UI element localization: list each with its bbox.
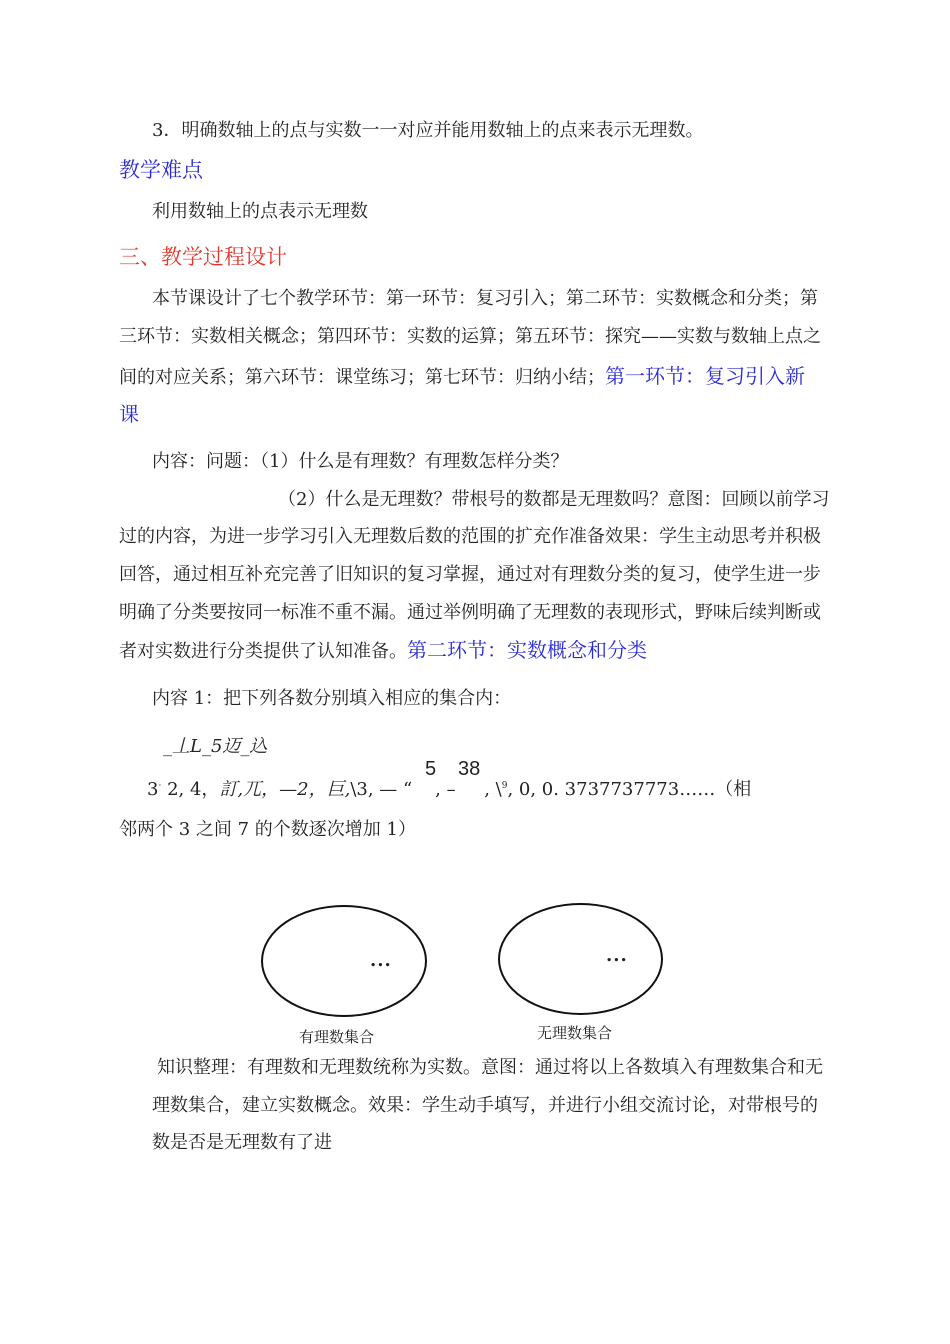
num-d: \3, —	[350, 779, 398, 800]
num-a: 3	[147, 779, 159, 800]
para-line-1: 过的内容，为进一步学习引入无理数后数的范围的扩充作准备效果：学生主动思考并积极	[119, 526, 821, 547]
num-g: , \	[484, 779, 502, 800]
intro-line-1: 本节课设计了七个教学环节：第一环节：复习引入；第二环节：实数概念和分类；第	[152, 288, 818, 309]
intro-line-3	[119, 363, 805, 391]
knowledge-line-3: 数是否是无理数有了进	[152, 1132, 332, 1153]
num-a-sup: ·	[158, 781, 162, 791]
numbers-row-cont: 邻两个 3 之间 7 的个数逐次增加 1）	[119, 819, 416, 840]
knowledge-line-2: 理数集合，建立实数概念。效果：学生动手填写，并进行小组交流讨论，对带根号的	[152, 1095, 818, 1116]
para-line-4-text: 者对实数进行分类提供了认知准备。	[119, 641, 407, 662]
num-g-sup: 9	[501, 781, 508, 791]
stage1-heading-cont: 课	[119, 402, 139, 426]
garbled-fraction-row: _丄L_5迈_込	[163, 736, 268, 757]
intro-line-3-text: 间的对应关系；第六环节：课堂练习；第七环节：归纳小结；	[119, 367, 605, 388]
stage2-heading: 第二环节：实数概念和分类	[407, 638, 647, 662]
rational-set-ellipse	[261, 905, 427, 1017]
rational-set-dots: ...	[370, 950, 392, 971]
para-line-3: 明确了分类要按同一标准不重不漏。通过举例明确了无理数的表现形式，野味后续判断或	[119, 602, 821, 623]
section-3-heading: 三、教学过程设计	[119, 245, 287, 269]
num-h: , 0, 0. 3737737773……（相	[507, 779, 752, 800]
num-f: , –	[435, 779, 456, 800]
objective-3: 3．明确数轴上的点与实数一一对应并能用数轴上的点来表示无理数。	[152, 120, 704, 141]
intro-line-2: 三环节：实数相关概念；第四环节：实数的运算；第五环节：探究——实数与数轴上点之	[119, 326, 821, 347]
num-e: “	[403, 779, 413, 800]
irrational-set-dots: ...	[606, 945, 628, 966]
content-question-2: （2）什么是无理数？带根号的数都是无理数吗？意图：回顾以前学习	[278, 489, 830, 510]
para-line-2: 回答，通过相互补充完善了旧知识的复习掌握，通过对有理数分类的复习，使学生进一步	[119, 564, 821, 585]
superscript-thirty-eight: 38	[458, 758, 481, 780]
para-line-4	[119, 637, 647, 665]
superscript-five: 5	[425, 758, 437, 780]
content-question-1: 内容：问题：（1）什么是有理数？有理数怎样分类？	[152, 451, 569, 472]
irrational-set-ellipse	[498, 903, 663, 1015]
difficulty-text: 利用数轴上的点表示无理数	[152, 201, 368, 222]
content-1: 内容 1：把下列各数分别填入相应的集合内：	[152, 688, 512, 709]
numbers-row	[147, 773, 751, 803]
irrational-set-label: 无理数集合	[537, 1024, 613, 1042]
knowledge-line-1: 知识整理：有理数和无理数统称为实数。意图：通过将以上各数填入有理数集合和无	[157, 1057, 823, 1078]
difficulty-heading: 教学难点	[119, 158, 203, 182]
rational-set-label: 有理数集合	[299, 1028, 375, 1046]
num-c: 訂,兀，—2，巨,	[219, 779, 351, 800]
num-b: 2, 4，	[167, 779, 220, 800]
stage1-heading: 第一环节：复习引入新	[605, 364, 805, 388]
